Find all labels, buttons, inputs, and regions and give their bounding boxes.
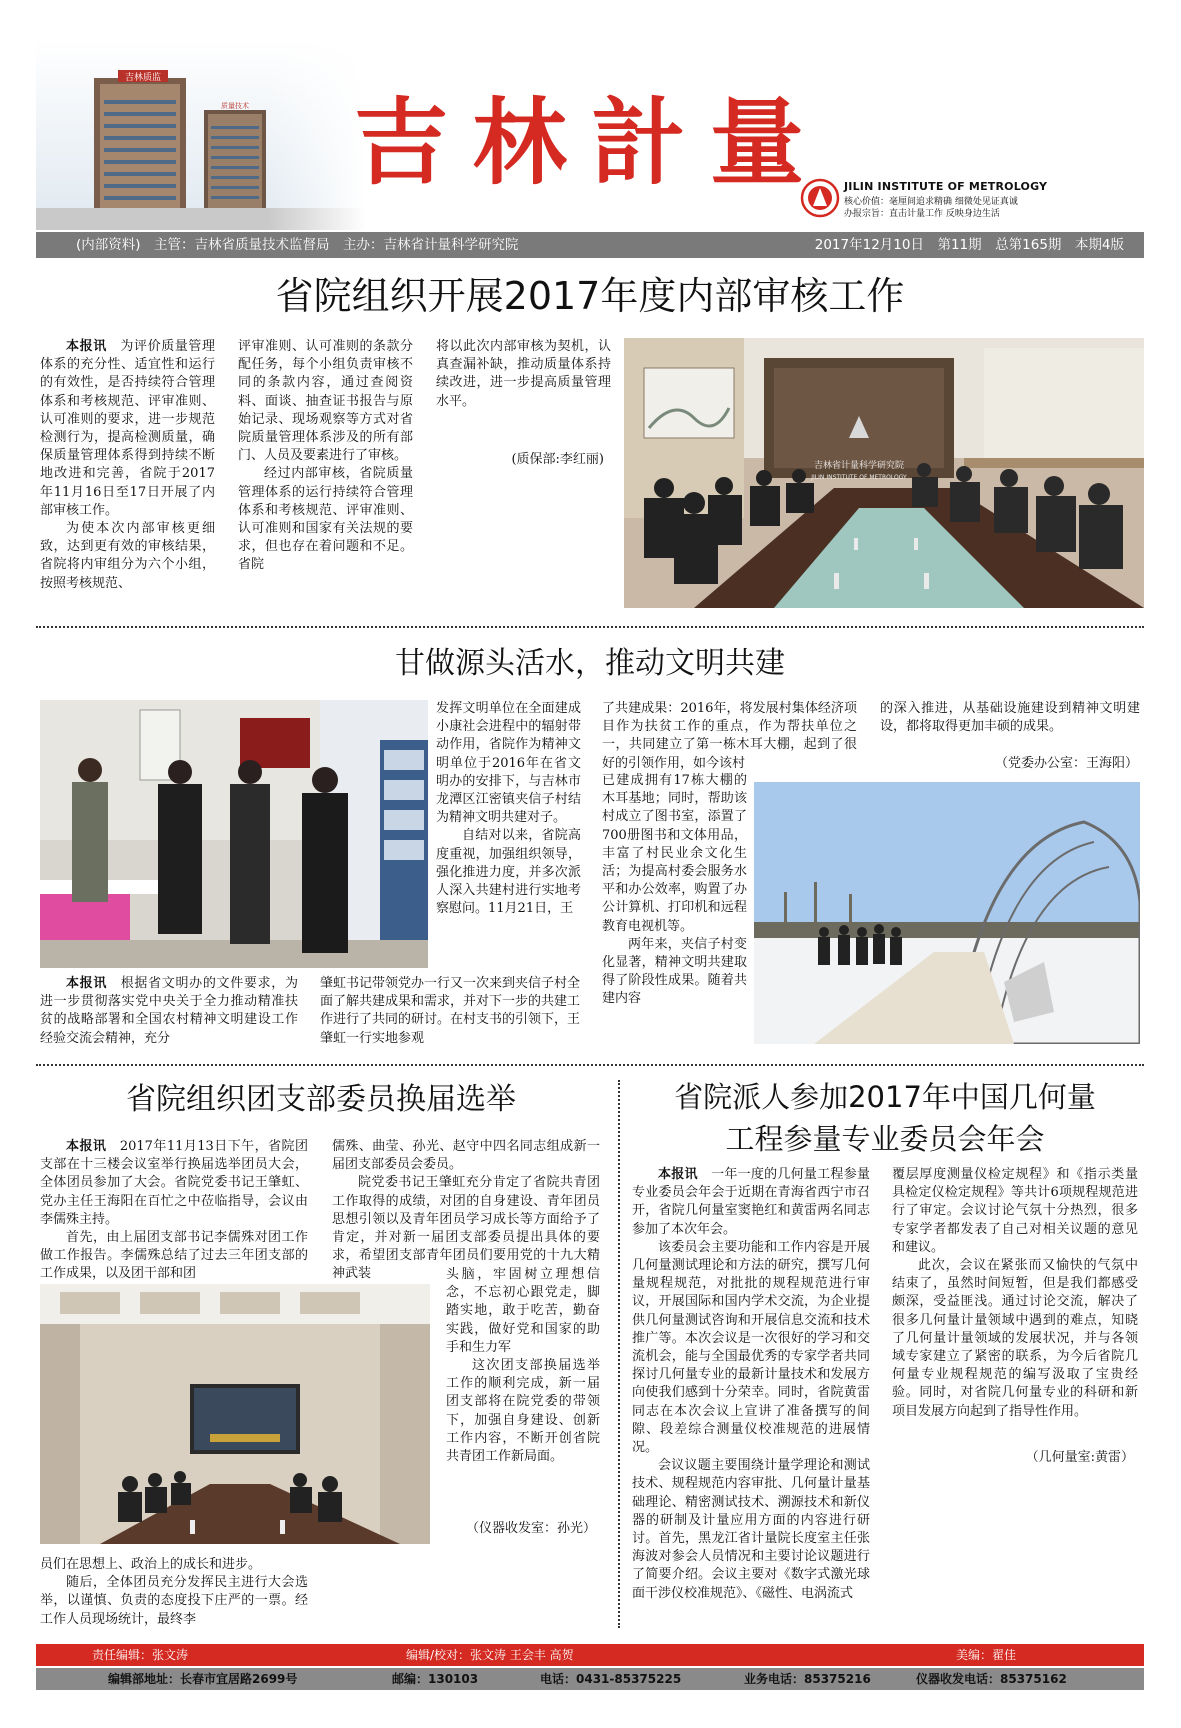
article3-lead: 本报讯 <box>66 1139 107 1154</box>
article4-paragraph: 该委员会主要功能和工作内容是开展几何量测试理论和方法的研究，撰写几何量规程规范，对批批的规程规范进行审议，开展国际和国内学术交流，为企业提供几何量测试咨询和开展信息交流和技术推广等。本次会议是一次很好的学习和交流机会，能与全国最优秀的专家学者共同探讨几何量专业的最新计量技术和发展方向使我们感到十分荣幸。同时，省院黄雷同志在本次会议上宣讲了准备撰写的间隙、段差综合测量仪校准规范的进展情况。 <box>632 1239 870 1456</box>
article3-col-2-narrow <box>446 1266 600 1466</box>
article2-paragraph: 发挥文明单位在全面建成小康社会进程中的辐射带动作用，省院作为精神文明单位于2016年在省文明办的安排下，与吉林市龙潭区江密镇夹信子村结为精神文明共建对子。 <box>436 701 581 826</box>
masthead-title-char: 量 <box>709 88 804 198</box>
article1-paragraph: 评审准则、认可准则的条款分配任务，每个小组负责审核不同的条款内容，通过查阅资料、面谈、抽查证书报告与原始记录、现场观察等方式对省院质量管理体系涉及的所有部门、人员及要素进行了审核。 <box>238 339 413 464</box>
footer-contact-bar <box>36 1668 1144 1690</box>
article3-photo-meeting <box>40 1284 430 1544</box>
footer-editor: 责任编辑：张文涛 <box>92 1648 189 1662</box>
masthead-building-photo <box>36 40 366 230</box>
article4-col-1 <box>632 1166 870 1603</box>
footer-art-editor: 美编：翟佳 <box>956 1648 1017 1662</box>
footer-credits-bar <box>36 1644 1144 1666</box>
article2-paragraph: 肇虹书记带领党办一行又一次来到夹信子村全面了解共建成果和需求，并对下一步的共建工作进行了共同的研讨。在村支书的引领下，王肇虹一行实地参观 <box>320 976 581 1046</box>
column-divider <box>618 1080 620 1628</box>
article3-col-2 <box>332 1138 600 1284</box>
article1-headline: 省院组织开展2017年度内部审核工作 <box>275 274 905 318</box>
article1-col-3 <box>436 338 611 411</box>
masthead-title-char: 吉 <box>354 88 449 198</box>
issue-date-number: 2017年12月10日 第11期 总第165期 本期4版 <box>814 237 1124 253</box>
article3-paragraph: 首先，由上届团支部书记李儒殊对团工作做工作报告。李儒殊总结了过去三年团支部的工作成果，以及团干部和团 <box>40 1230 308 1282</box>
article2-paragraph: 的深入推进，从基础设施建设到精神文明建设，都将取得更加丰硕的成果。 <box>880 701 1140 735</box>
article4-headline <box>626 1076 1144 1160</box>
article3-paragraph: 2017年11月13日下午，省院团支部在十三楼会议室举行换届选举团员大会，全体团员参加了大会。省院党委书记王肇虹、党办主任王海阳在百忙之中莅临指导，会议由李儒殊主持。 <box>40 1139 308 1227</box>
article2-paragraph: 自结对以来，省院高度重视，加强组织领导，强化推进力度，并多次派人深入共建村进行实地考察慰问。11月21日，王 <box>436 828 581 917</box>
article1-paragraph: 经过内部审核，省院质量管理体系的运行持续符合管理体系和考核规范、评审准则、认可准则和国家有关法规的要求，但也存在着问题和不足。省院 <box>238 466 413 573</box>
article2-photo-greenhouse <box>754 782 1140 1044</box>
article2-headline: 甘做源头活水，推动文明共建 <box>395 646 785 681</box>
article2-photo-visit <box>40 700 428 968</box>
article3-signature: （仪器收发室：孙光） <box>465 1521 596 1536</box>
article3-paragraph: 随后，全体团员充分发挥民主进行大会选举，以谨慎、负责的态度投下庄严的一票。经工作人员现场统计，最终李 <box>40 1575 308 1627</box>
footer-phone: 电话：0431-85375225 <box>540 1672 682 1686</box>
masthead-title-char: 林 <box>472 88 567 198</box>
article3-paragraph: 儒殊、曲莹、孙光、赵守中四名同志组成新一届团支部委员会委员。 <box>332 1139 600 1173</box>
article2-col-3-narrow <box>602 772 747 1009</box>
article2-col-3 <box>602 700 857 773</box>
article2-col-4 <box>880 700 1140 736</box>
masthead-motto-2: 办报宗旨：直击计量工作 反映身边生活 <box>844 209 1000 219</box>
article3-paragraph: 头脑，牢固树立理想信念，不忘初心跟党走，脚踏实地，敢于吃苦，勤奋实践，做好党和国家的助手和生力军 <box>446 1267 600 1355</box>
article2-col-2-wide <box>320 975 580 1048</box>
article3-paragraph: 这次团支部换届选举工作的顺利完成，新一届团支部将在院党委的带领下，加强自身建设、创新工作内容，不断开创省院共青团工作新局面。 <box>446 1358 600 1465</box>
article3-col-1 <box>40 1138 308 1284</box>
article1-photo-meeting <box>624 338 1144 608</box>
article3-paragraph: 院党委书记王肇虹充分肯定了省院共青团工作取得的成绩，对团的自身建设、青年团员思想引领以及青年团员学习成长等方面给予了肯定，并对新一届团支部委员提出具体的要求，希望团支部青年团员们要用党的十九大精神武装 <box>332 1175 600 1282</box>
masthead-title-char: 計 <box>591 88 686 198</box>
institute-name-en: JILIN INSTITUTE OF METROLOGY <box>844 180 1048 193</box>
masthead-title <box>354 88 804 198</box>
footer-business-phone: 业务电话：85375216 <box>744 1672 871 1686</box>
issue-info-bar <box>36 232 1144 258</box>
article1-paragraph: 为使本次内部审核更细致，达到更有效的审核结果，省院将内审组分为六个小组，按照考核规范、 <box>40 521 215 591</box>
article4-paragraph: 会议议题主要围绕计量学理论和测试技术、规程规范内容审批、几何量计量基础理论、精密测试技术、溯源技术和新仪器的研制及计量应用方面的内容进行研讨。首先，黑龙江省计量院长度室主任张海波对参会人员情况和主要讨论议题进行了简要介绍。会议主要对《数字式激光球面干涉仪校准规范》、《磁性、电涡流式 <box>632 1458 870 1601</box>
article4-headline-line-2: 工程参量专业委员会年会 <box>725 1122 1045 1156</box>
article2-paragraph: 两年来，夹信子村变化显著，精神文明共建取得了阶段性成果。随着共建内容 <box>602 936 747 1007</box>
footer-proofreaders: 编辑/校对：张文涛 王会丰 高贺 <box>406 1648 574 1662</box>
footer-instrument-phone: 仪器收发电话：85375162 <box>916 1672 1067 1686</box>
article4-col-2 <box>892 1166 1138 1421</box>
article4-paragraph: 此次，会议在紧张而又愉快的气氛中结束了，虽然时间短暂，但是我们都感受颇深，受益匪浅。通过讨论交流，解决了很多几何量计量领域中遇到的难点，知晓了几何量计量领域的发展状况，并与各领域专家建立了紧密的联系，为今后省院几何量专业规程规范的编写汲取了宝贵经验。同时，对省院几何量专业的科研和新项目发展方向起到了指导性作用。 <box>892 1258 1138 1419</box>
article4-lead: 本报讯 <box>658 1167 698 1182</box>
article2-col-2 <box>436 700 581 918</box>
article2-signature: （党委办公室：王海阳） <box>994 756 1138 771</box>
article4-paragraph: 一年一度的几何量工程参量专业委员会年会于近期在青海省西宁市召开，省院几何量室窦艳红和黄雷两名同志参加了本次年会。 <box>632 1167 870 1237</box>
institute-logo-icon <box>800 178 840 218</box>
article3-headline: 省院组织团支部委员换届选举 <box>126 1082 516 1117</box>
article1-paragraph: 将以此次内部审核为契机，认真查漏补缺，推动质量体系持续改进，进一步提高质量管理水平。 <box>436 339 611 409</box>
section-divider <box>36 1064 1144 1066</box>
footer-address: 编辑部地址：长春市宜居路2699号 <box>108 1672 298 1686</box>
article3-col-1-bottom <box>40 1556 308 1629</box>
meeting-wall-sign-cn: 吉林省计量科学研究院 <box>813 461 905 471</box>
issue-publisher: (内部资料) 主管：吉林省质量技术监督局 主办：吉林省计量科学研究院 <box>76 237 519 253</box>
article3-paragraph: 员们在思想上、政治上的成长和进步。 <box>40 1557 262 1572</box>
article2-paragraph: 了共建成果：2016年，将发展村集体经济项目作为扶贫工作的重点，作为帮扶单位之一，共同建立了第一栋木耳大棚，起到了很好的引领作用，如今该村 <box>602 701 857 771</box>
masthead-motto-1: 核心价值：毫厘间追求精确 细微处见证真诚 <box>844 197 1018 207</box>
article1-col-1 <box>40 338 215 593</box>
article2-col-1 <box>40 975 298 1048</box>
article1-signature: (质保部:李红丽) <box>511 452 604 467</box>
article2-paragraph: 已建成拥有17栋大棚的木耳基地；同时，帮助该村成立了图书室，添置了700册图书和文体用品，丰富了村民业余文化生活；为提高村委会服务水平和办公效率，购置了办公计算机、打印机和远程教育电视机等。 <box>602 773 747 934</box>
article4-headline-line-1: 省院派人参加2017年中国几何量 <box>674 1080 1096 1114</box>
article1-paragraph: 为评价质量管理体系的充分性、适宜性和运行的有效性，是否持续符合管理体系和考核规范、评审准则、认可准则的要求，进一步规范检测行为，提高检测质量，确保质量管理体系得到持续不断地改进和完善，省院于2017年11月16日至17日开展了内部审核工作。 <box>40 339 215 518</box>
footer-zipcode: 邮编：130103 <box>392 1672 479 1686</box>
article2-lead: 本报讯 <box>66 976 108 991</box>
article4-signature: （几何量室:黄雷） <box>1025 1450 1134 1465</box>
article2-paragraph: 根据省文明办的文件要求，为进一步贯彻落实党中央关于全力推动精准扶贫的战略部署和全国农村精神文明建设工作经验交流会精神，充分 <box>40 976 298 1046</box>
article1-lead: 本报讯 <box>66 339 107 354</box>
article4-paragraph: 覆层厚度测量仪检定规程》和《指示类量具检定仪检定规程》等共计6项规程规范进行了审定。会议讨论气氛十分热烈，很多专家学者都发表了自己对相关议题的意见和建议。 <box>892 1167 1138 1255</box>
meeting-wall-sign-en: JILIN INSTITUTE OF METROLOGY <box>811 474 907 481</box>
section-divider <box>36 626 1144 628</box>
article1-col-2 <box>238 338 413 575</box>
masthead <box>36 40 1144 240</box>
